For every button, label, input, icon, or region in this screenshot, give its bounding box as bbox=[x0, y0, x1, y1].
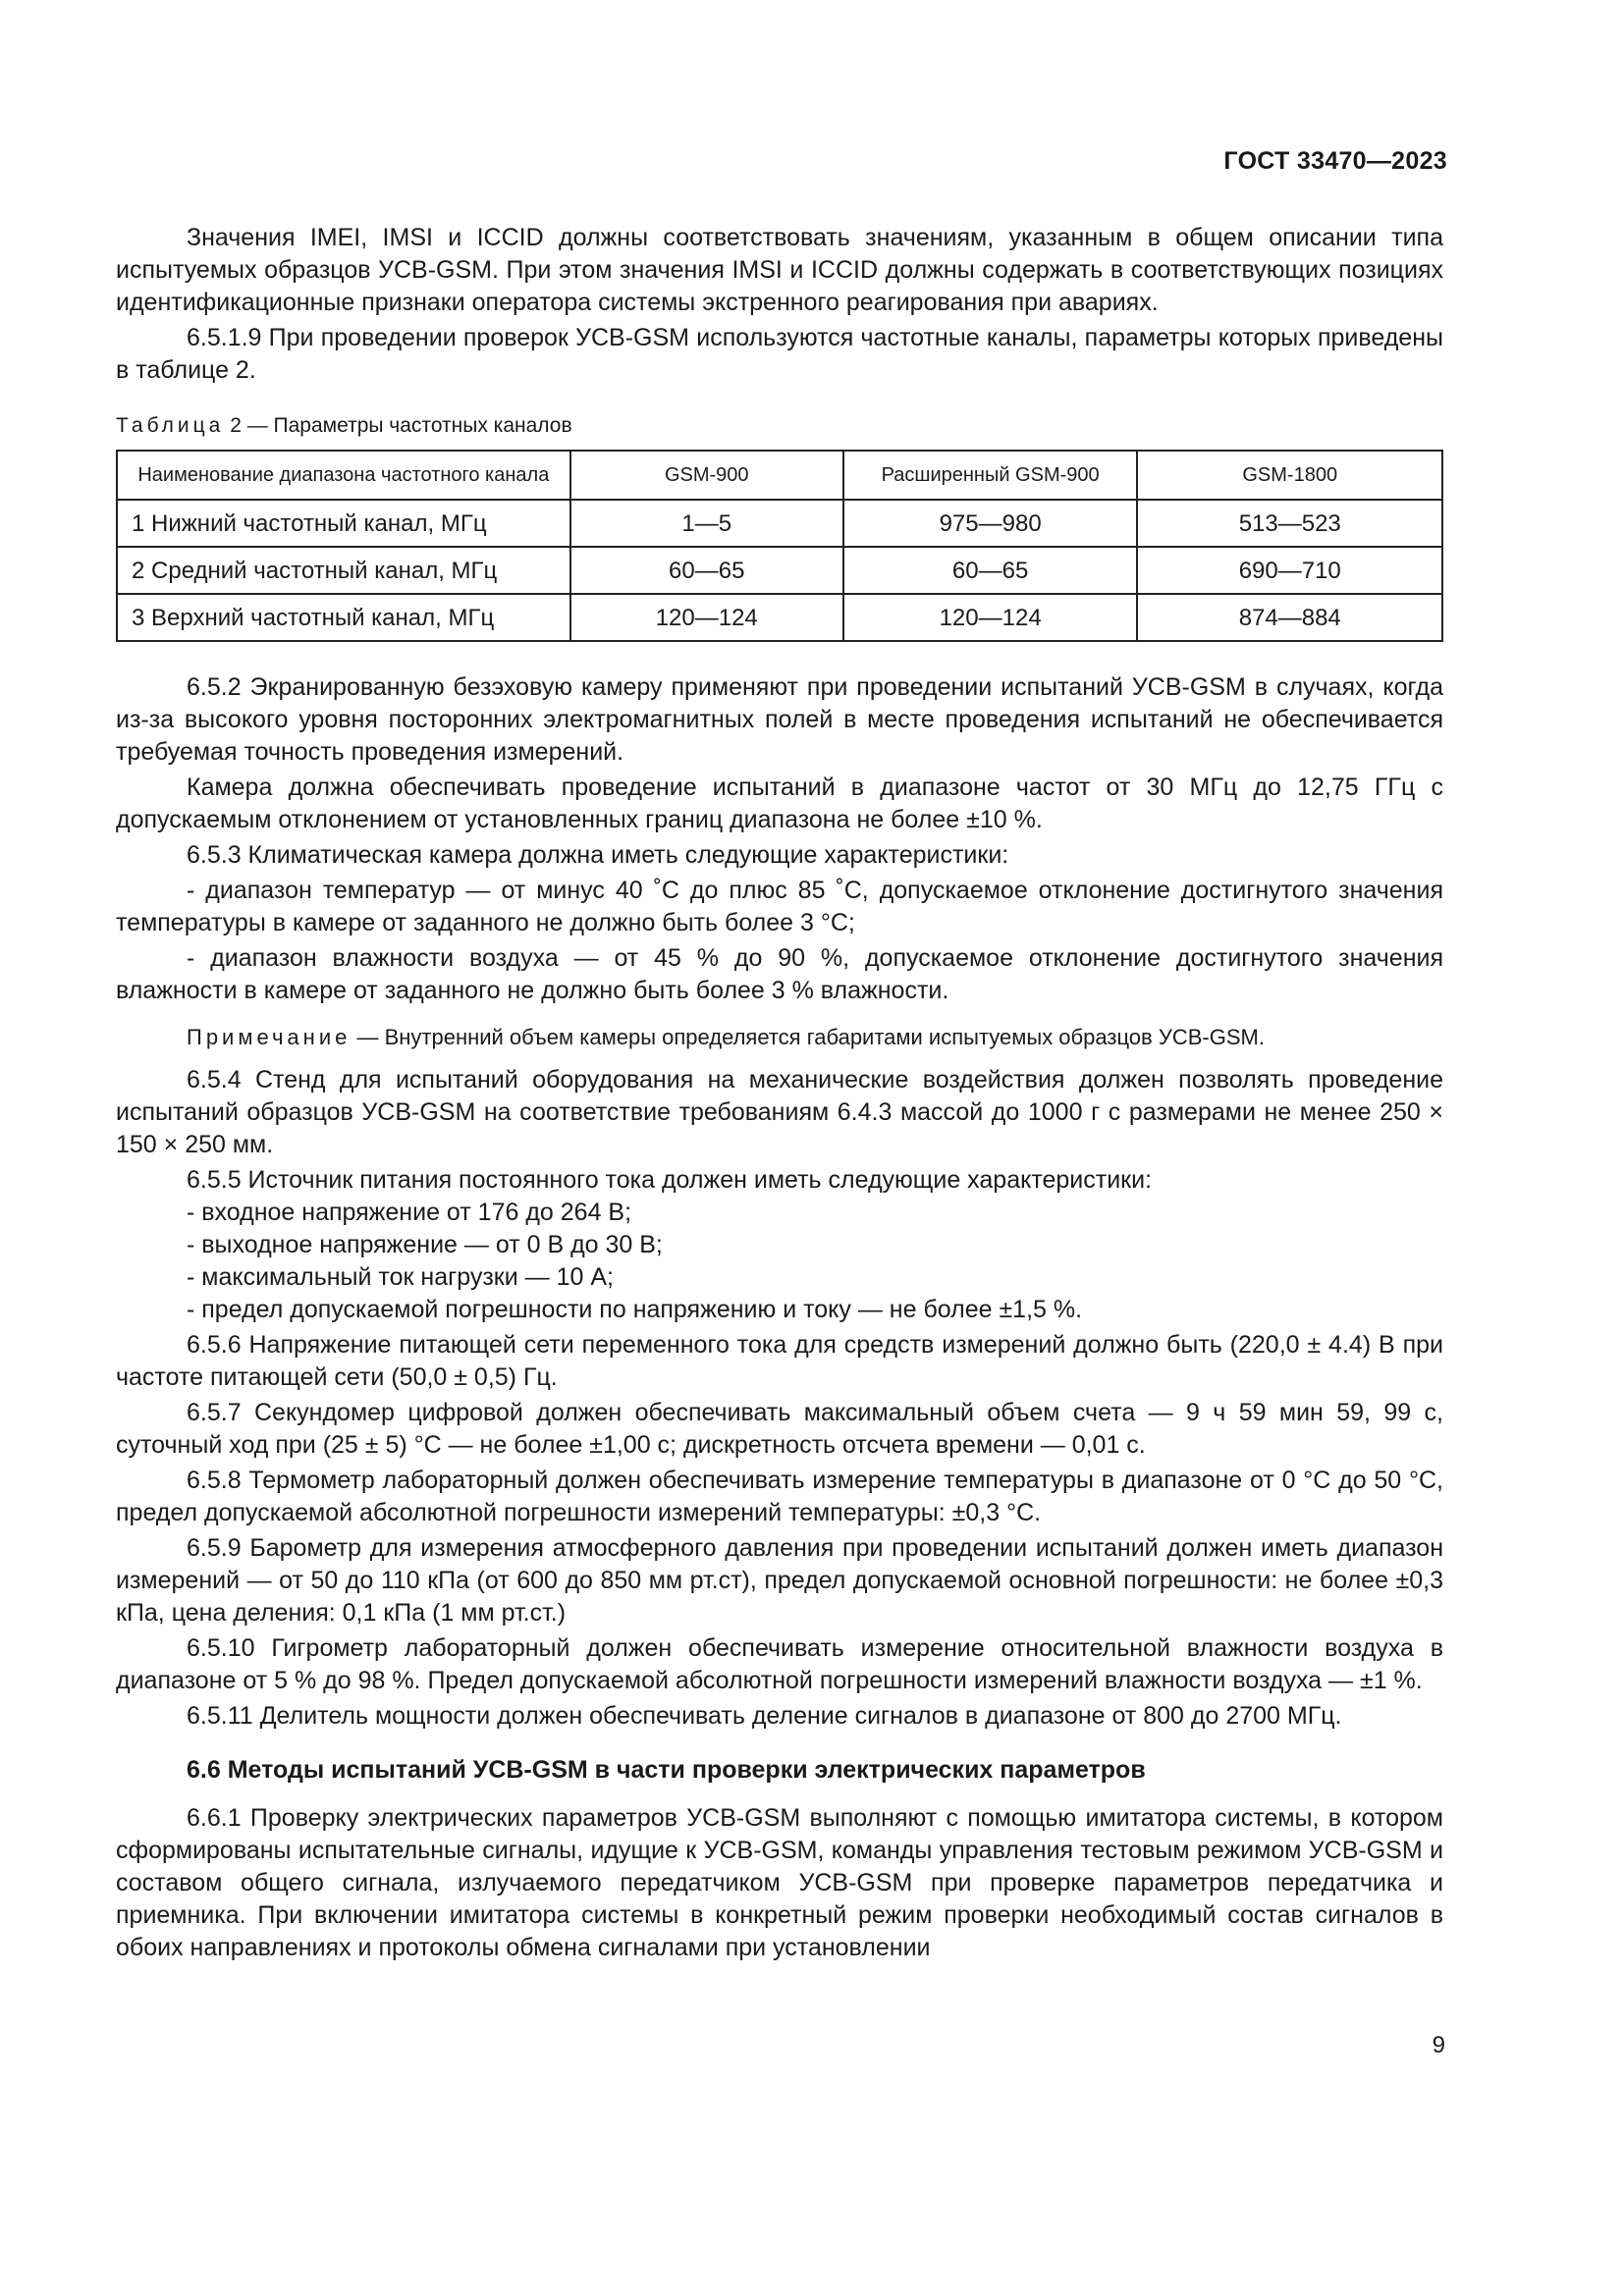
table-cell: 120—124 bbox=[843, 594, 1138, 641]
paragraph-6-5-2: 6.5.2 Экранированную безэховую камеру применяют при проведении испытаний УСВ-GSM в случаях, когда из-за высокого уровня посторонних электромагнитных полей в месте проведения испытаний не обеспечивается требуемая точность проведения измерений. bbox=[116, 673, 1443, 766]
section-heading-6-6: 6.6 Методы испытаний УСВ-GSM в части проверки электрических параметров bbox=[187, 1756, 1146, 1784]
table-cell: 1 Нижний частотный канал, МГц bbox=[117, 500, 570, 547]
table-cell: 60—65 bbox=[843, 547, 1138, 594]
table-caption-label: Таблица bbox=[116, 414, 225, 437]
table-cell: 690—710 bbox=[1137, 547, 1442, 594]
table-row bbox=[117, 500, 1442, 547]
paragraph-6-5-5: 6.5.5 Источник питания постоянного тока должен иметь следующие характеристики: bbox=[187, 1166, 1153, 1194]
list-item: - выходное напряжение — от 0 В до 30 В; bbox=[187, 1231, 663, 1258]
frequency-channels-table bbox=[116, 450, 1443, 642]
paragraph-6-5-4: 6.5.4 Стенд для испытаний оборудования на механические воздействия должен позволять проведение испытаний образцов УСВ-GSM на соответствие требованиям 6.4.3 массой до 1000 г с размерами не менее 250 × 150 × 250 мм. bbox=[116, 1066, 1443, 1158]
list-item: - максимальный ток нагрузки — 10 А; bbox=[187, 1263, 614, 1291]
paragraph-temperature-range: - диапазон температур — от минус 40 ˚С до плюс 85 ˚С, допускаемое отклонение достигнутого значения температуры в камере от заданного не должно быть более 3 °С; bbox=[116, 877, 1443, 936]
list-item: - предел допускаемой погрешности по напряжению и току — не более ±1,5 %. bbox=[187, 1296, 1083, 1323]
paragraph-humidity-range: - диапазон влажности воздуха — от 45 % до 90 %, допускаемое отклонение достигнутого значения влажности в камере от заданного не должно быть более 3 % влажности. bbox=[116, 944, 1443, 1004]
page-number: 9 bbox=[1432, 2032, 1445, 2058]
table-cell: 1—5 bbox=[570, 500, 843, 547]
table-header-cell: GSM-1800 bbox=[1137, 451, 1442, 500]
table-caption-text: 2 — Параметры частотных каналов bbox=[230, 414, 572, 437]
paragraph-6-5-7: 6.5.7 Секундомер цифровой должен обеспечивать максимальный объем счета — 9 ч 59 мин 59, 99 с, суточный ход при (25 ± 5) °С — не более ±1,00 с; дискретность отсчета времени — 0,01 с. bbox=[116, 1399, 1443, 1459]
table-cell: 513—523 bbox=[1137, 500, 1442, 547]
table-header-cell: Расширенный GSM-900 bbox=[843, 451, 1138, 500]
paragraph-6-5-9: 6.5.9 Барометр для измерения атмосферного давления при проведении испытаний должен иметь диапазон измерений — от 50 до 110 кПа (от 600 до 850 мм рт.ст), предел допускаемой основной погрешности: не более ±0,3 кПа, цена деления: 0,1 кПа (1 мм рт.ст.) bbox=[116, 1534, 1443, 1627]
power-supply-list bbox=[116, 1197, 1443, 1326]
paragraph-6-5-11: 6.5.11 Делитель мощности должен обеспечивать деление сигналов в диапазоне от 800 до 2700 МГц. bbox=[187, 1702, 1342, 1730]
paragraph-6-5-8: 6.5.8 Термометр лабораторный должен обеспечивать измерение температуры в диапазоне от 0 °С до 50 °С, предел допускаемой абсолютной погрешности измерений температуры: ±0,3 °С. bbox=[116, 1467, 1443, 1526]
table-cell: 3 Верхний частотный канал, МГц bbox=[117, 594, 570, 641]
paragraph-6-6-1: 6.6.1 Проверку электрических параметров УСВ-GSM выполняют с помощью имитатора системы, в котором сформированы испытательные сигналы, идущие к УСВ-GSM, команды управления тестовым режимом УСВ-GSM и составом общего сигнала, излучаемого передатчиком УСВ-GSM при проверке параметров передатчика и приемника. При включении имитатора системы в конкретный режим проверки необходимый состав сигналов в обоих направлениях и протоколы обмена сигналами при установлении bbox=[116, 1804, 1443, 1961]
table-row bbox=[117, 547, 1442, 594]
list-item: - входное напряжение от 176 до 264 В; bbox=[187, 1199, 632, 1226]
note bbox=[116, 1023, 1443, 1052]
table-cell: 60—65 bbox=[570, 547, 843, 594]
table-cell: 975—980 bbox=[843, 500, 1138, 547]
paragraph-chamber-range: Камера должна обеспечивать проведение испытаний в диапазоне частот от 30 МГц до 12,75 ГГц с допускаемым отклонением от установленных границ диапазона не более ±10 %. bbox=[116, 774, 1443, 833]
table-row bbox=[117, 594, 1442, 641]
table-cell: 120—124 bbox=[570, 594, 843, 641]
note-text: — Внутренний объем камеры определяется габаритами испытуемых образцов УСВ-GSM. bbox=[351, 1025, 1265, 1049]
table-header-cell: Наименование диапазона частотного канала bbox=[117, 451, 570, 500]
table-caption bbox=[116, 412, 1443, 440]
paragraph-6-5-6: 6.5.6 Напряжение питающей сети переменного тока для средств измерений должно быть (220,0 ± 4.4) В при частоте питающей сети (50,0 ± 0,5) Гц. bbox=[116, 1331, 1443, 1391]
paragraph-identifiers: Значения IMEI, IMSI и ICCID должны соответствовать значениям, указанным в общем описании типа испытуемых образцов УСВ-GSM. При этом значения IMSI и ICCID должны содержать в соответствующих позициях идентификационные признаки оператора системы экстренного реагирования при авариях. bbox=[116, 224, 1443, 316]
document-code: ГОСТ 33470—2023 bbox=[1223, 147, 1447, 175]
note-label: Примечание bbox=[187, 1025, 352, 1049]
table-header-row bbox=[117, 451, 1442, 500]
paragraph-6-5-1-9: 6.5.1.9 При проведении проверок УСВ-GSM используются частотные каналы, параметры которых приведены в таблице 2. bbox=[116, 324, 1443, 384]
paragraph-6-5-10: 6.5.10 Гигрометр лабораторный должен обеспечивать измерение относительной влажности воздуха в диапазоне от 5 % до 98 %. Предел допускаемой абсолютной погрешности измерений влажности воздуха — ±1 %. bbox=[116, 1634, 1443, 1694]
table-header-cell: GSM-900 bbox=[570, 451, 843, 500]
table-cell: 2 Средний частотный канал, МГц bbox=[117, 547, 570, 594]
table-cell: 874—884 bbox=[1137, 594, 1442, 641]
section-chambers bbox=[116, 671, 1443, 1007]
paragraph-6-5-3: 6.5.3 Климатическая камера должна иметь следующие характеристики: bbox=[187, 841, 1009, 869]
page-content bbox=[116, 222, 1443, 1964]
